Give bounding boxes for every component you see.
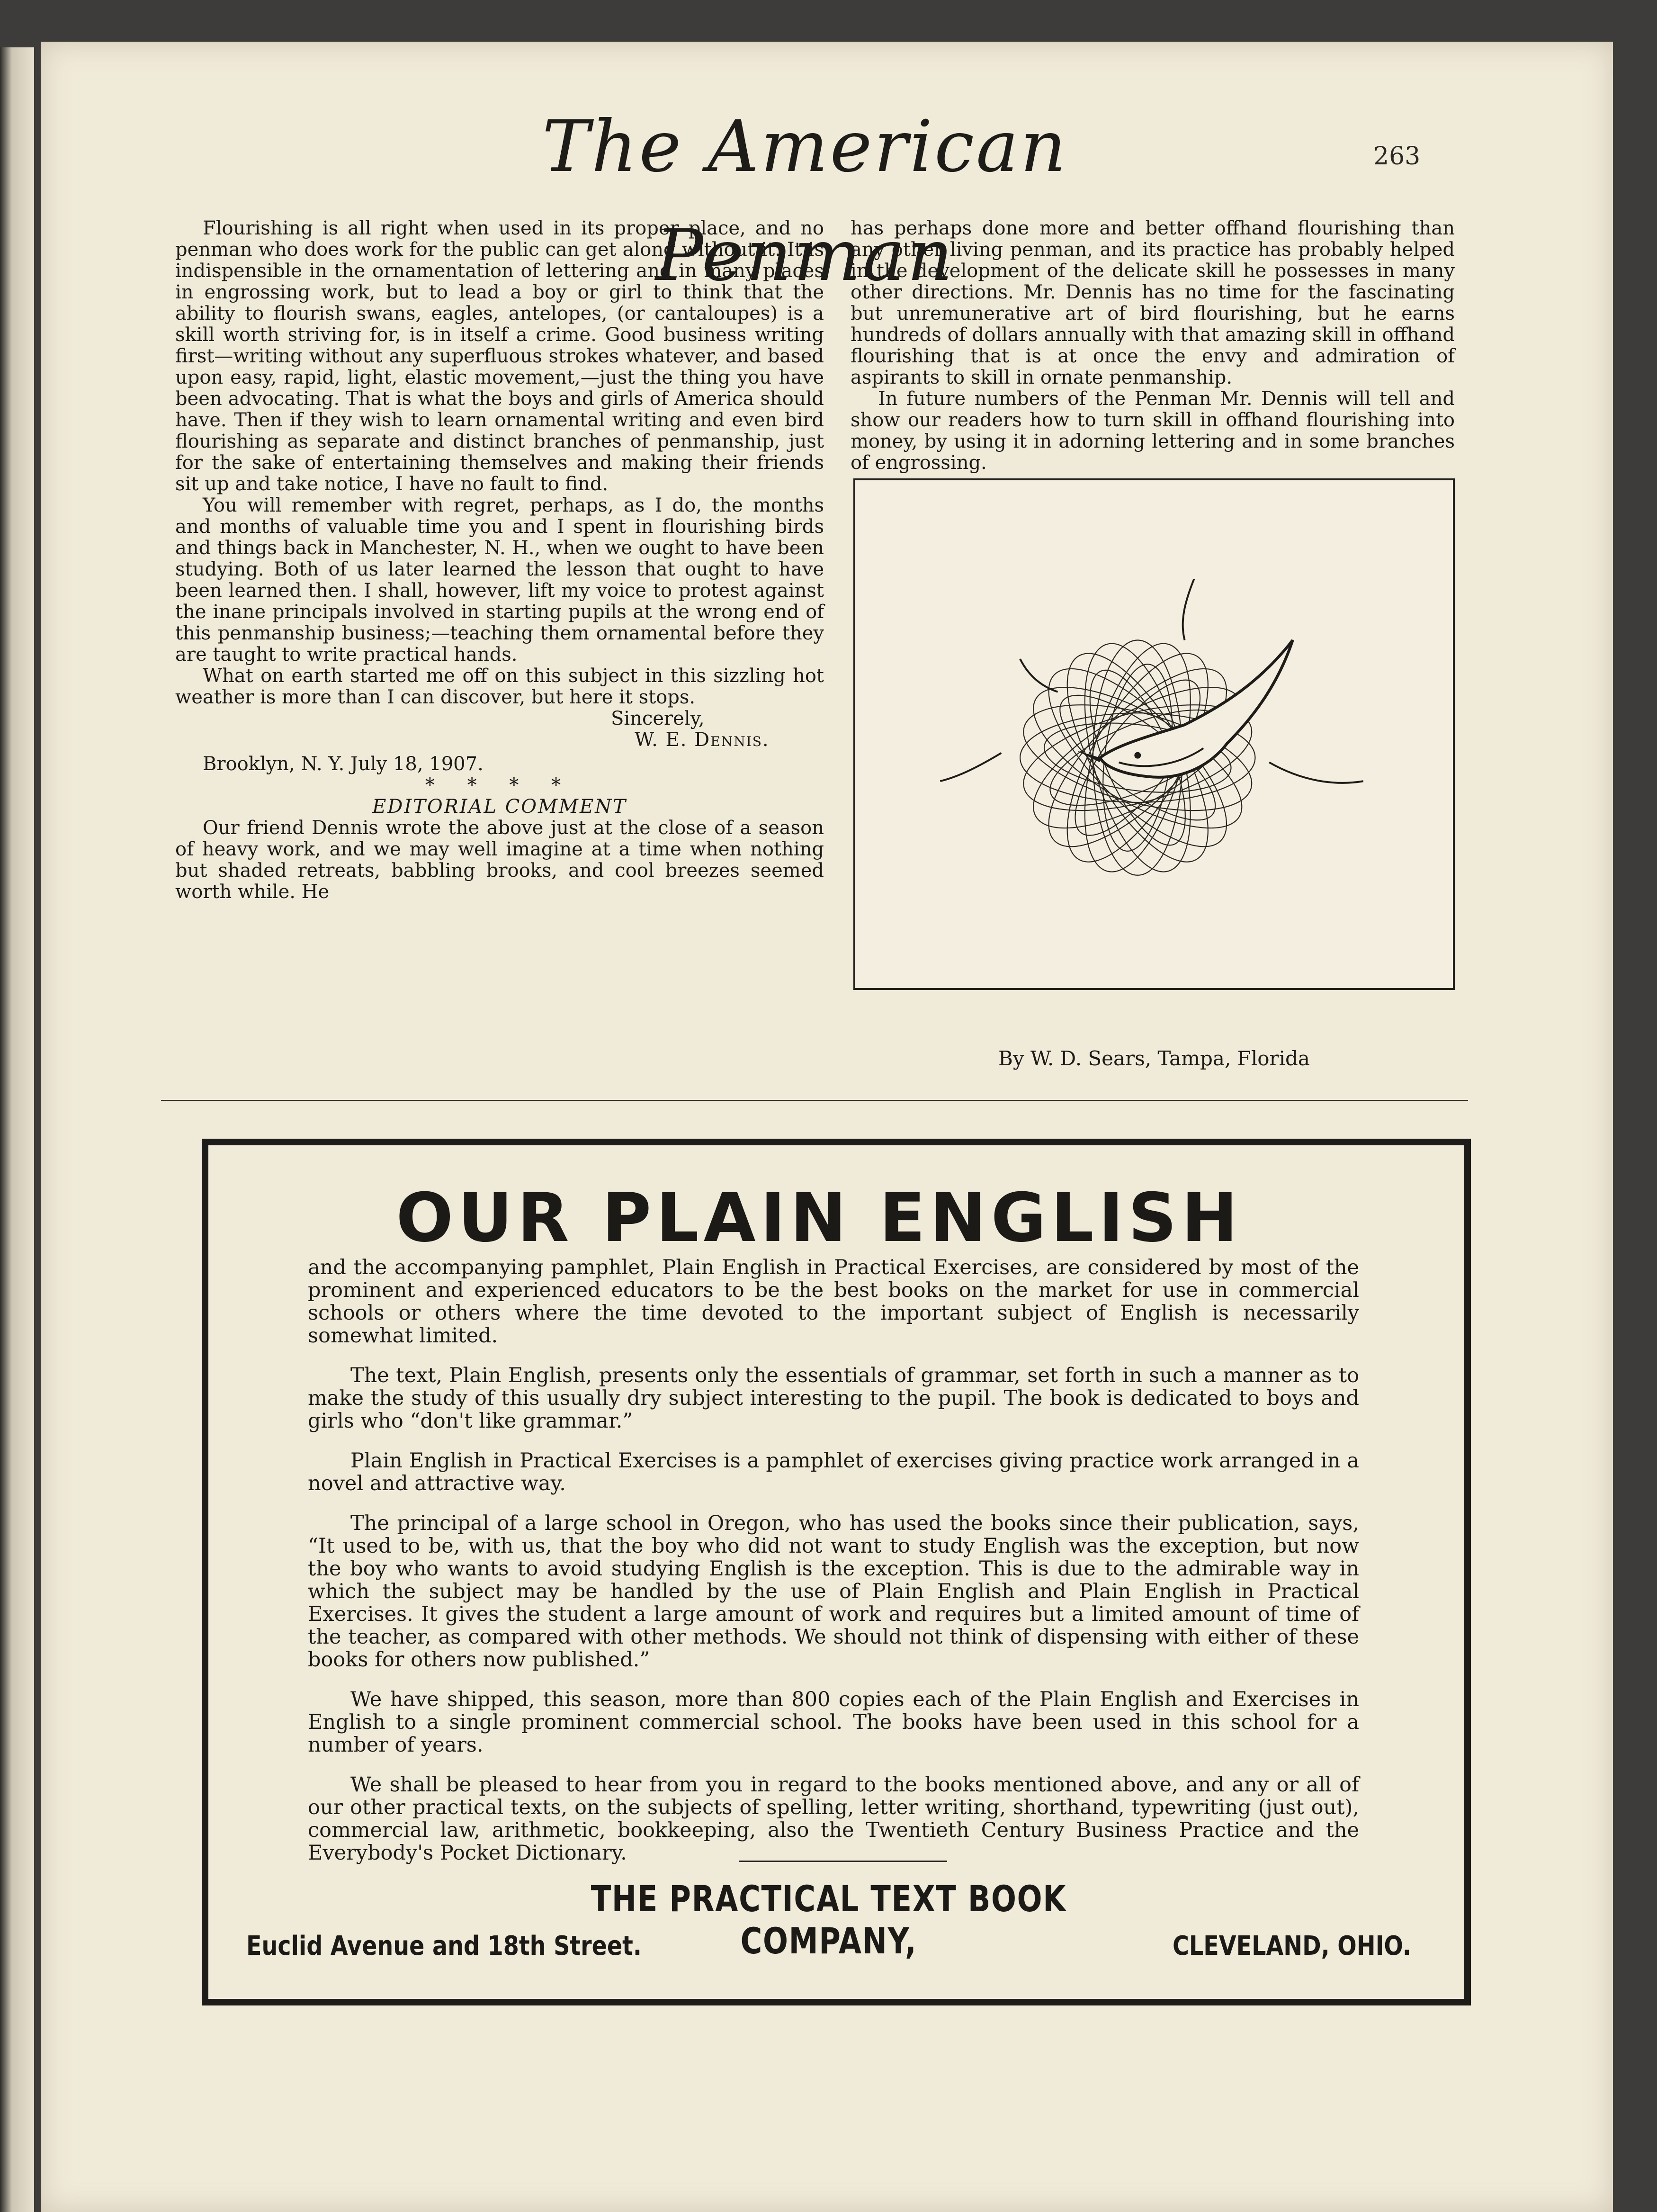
editorial-heading: EDITORIAL COMMENT [372,796,627,818]
paragraph: In future numbers of the Penman Mr. Dennis will tell and show our readers how to turn skill in offhand flourishing into money, by using it in adorning lettering and in some branches of engrossing. [851,388,1455,474]
signoff: Sincerely, [611,708,705,729]
ad-title: OUR PLAIN ENGLISH [396,1179,1243,1257]
right-column [851,218,1455,474]
left-column [175,218,824,903]
masthead: The American Penman [542,106,1068,297]
divider [161,1100,1468,1101]
signature: W. E. Dennis. [635,729,770,751]
facing-page-edge [0,47,34,2212]
dateline: Brooklyn, N. Y. July 18, 1907. [203,753,484,775]
ad-paragraph: and the accompanying pamphlet, Plain English in Practical Exercises, are considered by most of the prominent and experienced educators to be the best books on the market for use in commercial schools or others where the time devoted to the important subject of English is necessarily somewhat limited. [308,1256,1359,1348]
company-name: THE PRACTICAL TEXT BOOK COMPANY, [591,1878,1067,1962]
company-street: Euclid Avenue and 18th Street. [246,1931,642,1961]
section-stars: * * * * [425,774,574,796]
ad-paragraph: We shall be pleased to hear from you in regard to the books mentioned above, and any or all of our other practical texts, on the subjects of spelling, letter writing, shorthand, typewriting (just out), commercial law, arithmetic, bookkeeping, also the Twentieth Century Business Practice and the Everybody's Pocket Dictionary. [308,1773,1359,1865]
ad-divider [739,1861,947,1862]
page-number: 263 [1373,142,1421,171]
paragraph: What on earth started me off on this subject in this sizzling hot weather is more than I can discover, but here it stops. [175,665,824,708]
paragraph: You will remember with regret, perhaps, as I do, the months and months of valuable time you and I spent in flourishing birds and things back in Manchester, N. H., when we ought to have been studying. Both of us later learned the lesson that ought to have been learned then. I shall, however, lift my voice to protest against the inane principals involved in starting pupils at the wrong end of this penmanship business;—teaching them ornamental before they are taught to write practical hands. [175,495,824,665]
ad-paragraph: The principal of a large school in Oregon, who has used the books since their publication, says, “It used to be, with us, that the boy who did not want to study English was the exception, but now the boy who wants to avoid studying English is the exception. This is due to the admirable way in which the subject may be handled by the use of Plain English and Plain English in Practical Exercises. It gives the student a large amount of work and requires but a limited amount of time of the teacher, as compared with other methods. We should not think of dispensing with either of these books for others now published.” [308,1511,1359,1672]
paragraph: Flourishing is all right when used in its proper place, and no penman who does work for the public can get along without it. It is indispensible in the ornamentation of lettering and in many places in engrossing work, but to lead a boy or girl to think that the ability to flourish swans, eagles, antelopes, (or cantaloupes) is a skill worth striving for, is in itself a crime. Good business writing first—writing without any superfluous strokes whatever, and based upon easy, rapid, light, elastic movement,—just the thing you have been advocating. That is what the boys and girls of America should have. Then if they wish to learn ornamental writing and even bird flourishing as separate and distinct branches of penmanship, just for the sake of entertaining themselves and making their friends sit up and take notice, I have no fault to find. [175,217,824,495]
paragraph: has perhaps done more and better offhand flourishing than any other living penman, and its practice has probably helped in the development of the delicate skill he possesses in many other directions. Mr. Dennis has no time for the fascinating but unremunerative art of bird flourishing, but he earns hundreds of dollars annually with that amazing skill in offhand flourishing that is at once the envy and admiration of aspirants to skill in ornate penmanship. [851,217,1455,388]
paragraph: Our friend Dennis wrote the above just at the close of a season of heavy work, and we may well imagine at a time when nothing but shaded retreats, babbling brooks, and cool breezes seemed worth while. He [175,817,824,903]
ad-paragraph: We have shipped, this season, more than 800 copies each of the Plain English and Exercises in English to a single prominent commercial school. The books have been used in this school for a number of years. [308,1688,1359,1757]
ad-paragraph: The text, Plain English, presents only the essentials of grammar, set forth in such a manner as to make the study of this usually dry subject interesting to the pupil. The book is dedicated to boys and girls who “don't like grammar.” [308,1364,1359,1433]
illustration-caption: By W. D. Sears, Tampa, Florida [998,1047,1310,1070]
ad-paragraph: Plain English in Practical Exercises is a pamphlet of exercises giving practice work arranged in a novel and attractive way. [308,1449,1359,1495]
flourished-dove-icon [855,480,1453,988]
ad-body [308,1256,1359,1881]
illustration-frame [853,478,1455,990]
company-city: CLEVELAND, OHIO. [1173,1931,1411,1961]
